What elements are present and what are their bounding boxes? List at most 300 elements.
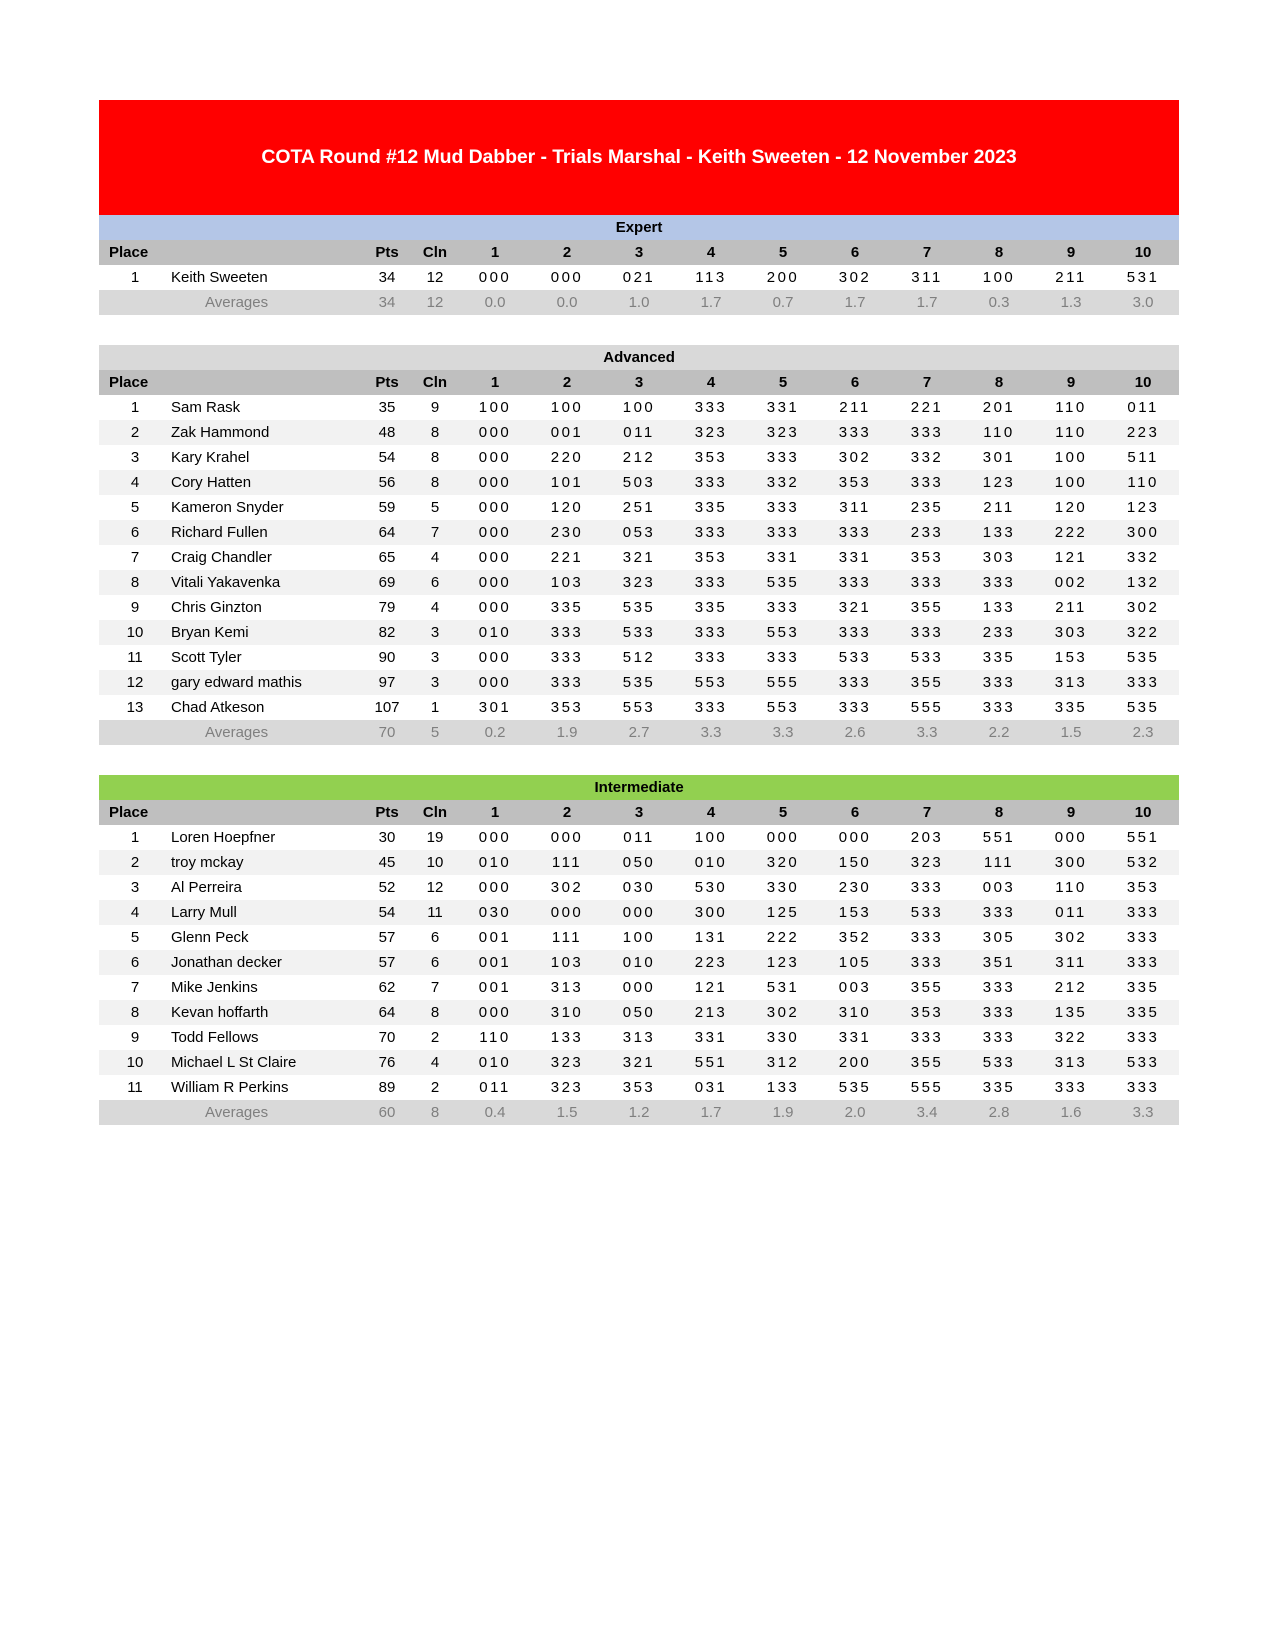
rider-section-score-6: 333	[819, 670, 891, 695]
rider-section-score-9: 222	[1035, 520, 1107, 545]
results-table-advanced	[99, 345, 1179, 745]
rider-section-score-6: 230	[819, 875, 891, 900]
rider-points: 107	[363, 695, 411, 720]
section-title-intermediate: Intermediate	[99, 775, 1179, 800]
rider-section-score-3: 512	[603, 645, 675, 670]
rider-section-score-3: 353	[603, 1075, 675, 1100]
column-header-place: Place	[99, 800, 171, 825]
rider-section-score-1: 000	[459, 445, 531, 470]
rider-section-score-6: 302	[819, 265, 891, 290]
rider-section-score-7: 311	[891, 265, 963, 290]
rider-place: 2	[99, 850, 171, 875]
column-header-section-6: 6	[819, 800, 891, 825]
rider-section-score-5: 333	[747, 645, 819, 670]
rider-section-score-10: 110	[1107, 470, 1179, 495]
sections-container	[99, 215, 1179, 1125]
column-header-section-5: 5	[747, 370, 819, 395]
column-header-section-9: 9	[1035, 240, 1107, 265]
rider-cleans: 9	[411, 395, 459, 420]
rider-section-score-4: 353	[675, 445, 747, 470]
rider-section-score-2: 333	[531, 670, 603, 695]
averages-section-6: 2.0	[819, 1100, 891, 1125]
averages-row	[99, 290, 1179, 315]
rider-section-score-10: 533	[1107, 1050, 1179, 1075]
rider-place: 7	[99, 545, 171, 570]
rider-section-score-1: 000	[459, 1000, 531, 1025]
averages-section-8: 0.3	[963, 290, 1035, 315]
rider-section-score-3: 050	[603, 850, 675, 875]
rider-section-score-5: 333	[747, 495, 819, 520]
rider-section-score-6: 000	[819, 825, 891, 850]
averages-section-1: 0.4	[459, 1100, 531, 1125]
rider-section-score-10: 132	[1107, 570, 1179, 595]
averages-section-7: 3.4	[891, 1100, 963, 1125]
rider-section-score-9: 120	[1035, 495, 1107, 520]
rider-section-score-1: 011	[459, 1075, 531, 1100]
rider-section-score-10: 333	[1107, 670, 1179, 695]
rider-section-score-2: 333	[531, 645, 603, 670]
column-header-place: Place	[99, 240, 171, 265]
rider-section-score-2: 323	[531, 1075, 603, 1100]
rider-section-score-8: 533	[963, 1050, 1035, 1075]
rider-section-score-7: 333	[891, 420, 963, 445]
rider-section-score-4: 323	[675, 420, 747, 445]
rider-section-score-6: 352	[819, 925, 891, 950]
rider-section-score-8: 003	[963, 875, 1035, 900]
rider-section-score-1: 030	[459, 900, 531, 925]
rider-section-score-3: 323	[603, 570, 675, 595]
rider-section-score-10: 333	[1107, 950, 1179, 975]
column-header-section-8: 8	[963, 240, 1035, 265]
rider-points: 69	[363, 570, 411, 595]
column-header-section-4: 4	[675, 240, 747, 265]
rider-section-score-3: 533	[603, 620, 675, 645]
rider-section-score-9: 300	[1035, 850, 1107, 875]
results-sheet	[99, 100, 1179, 1125]
averages-section-2: 1.5	[531, 1100, 603, 1125]
rider-section-score-1: 000	[459, 545, 531, 570]
rider-section-score-9: 303	[1035, 620, 1107, 645]
rider-section-score-3: 503	[603, 470, 675, 495]
rider-points: 54	[363, 445, 411, 470]
column-header-section-10: 10	[1107, 370, 1179, 395]
rider-cleans: 2	[411, 1075, 459, 1100]
rider-place: 9	[99, 1025, 171, 1050]
averages-points: 60	[363, 1100, 411, 1125]
table-row	[99, 395, 1179, 420]
rider-section-score-3: 053	[603, 520, 675, 545]
table-row	[99, 1025, 1179, 1050]
rider-cleans: 4	[411, 595, 459, 620]
rider-section-score-2: 103	[531, 950, 603, 975]
averages-section-3: 2.7	[603, 720, 675, 745]
rider-section-score-6: 310	[819, 1000, 891, 1025]
rider-section-score-5: 331	[747, 395, 819, 420]
column-header-section-1: 1	[459, 240, 531, 265]
column-header-row	[99, 370, 1179, 395]
rider-section-score-4: 335	[675, 495, 747, 520]
rider-cleans: 10	[411, 850, 459, 875]
rider-section-score-4: 031	[675, 1075, 747, 1100]
rider-cleans: 6	[411, 925, 459, 950]
column-header-section-8: 8	[963, 800, 1035, 825]
rider-name: Chris Ginzton	[171, 595, 363, 620]
section-header-row	[99, 215, 1179, 240]
rider-name: Kary Krahel	[171, 445, 363, 470]
rider-section-score-8: 201	[963, 395, 1035, 420]
averages-section-9: 1.6	[1035, 1100, 1107, 1125]
rider-section-score-8: 110	[963, 420, 1035, 445]
averages-place	[99, 720, 171, 745]
rider-section-score-1: 110	[459, 1025, 531, 1050]
rider-section-score-7: 555	[891, 1075, 963, 1100]
averages-cleans: 12	[411, 290, 459, 315]
rider-section-score-10: 353	[1107, 875, 1179, 900]
rider-section-score-9: 302	[1035, 925, 1107, 950]
rider-section-score-3: 030	[603, 875, 675, 900]
rider-section-score-6: 535	[819, 1075, 891, 1100]
rider-place: 6	[99, 950, 171, 975]
rider-place: 10	[99, 620, 171, 645]
rider-section-score-7: 555	[891, 695, 963, 720]
rider-section-score-1: 000	[459, 265, 531, 290]
rider-place: 9	[99, 595, 171, 620]
rider-section-score-8: 333	[963, 1025, 1035, 1050]
rider-section-score-2: 111	[531, 925, 603, 950]
rider-section-score-10: 302	[1107, 595, 1179, 620]
table-row	[99, 265, 1179, 290]
rider-name: Todd Fellows	[171, 1025, 363, 1050]
rider-place: 11	[99, 1075, 171, 1100]
rider-place: 11	[99, 645, 171, 670]
rider-name: Al Perreira	[171, 875, 363, 900]
rider-name: Kameron Snyder	[171, 495, 363, 520]
rider-section-score-1: 000	[459, 670, 531, 695]
rider-name: gary edward mathis	[171, 670, 363, 695]
rider-section-score-7: 355	[891, 670, 963, 695]
column-header-section-6: 6	[819, 370, 891, 395]
rider-name: Loren Hoepfner	[171, 825, 363, 850]
column-header-cln: Cln	[411, 370, 459, 395]
rider-section-score-3: 553	[603, 695, 675, 720]
rider-points: 79	[363, 595, 411, 620]
rider-section-score-8: 301	[963, 445, 1035, 470]
column-header-section-4: 4	[675, 800, 747, 825]
rider-section-score-5: 320	[747, 850, 819, 875]
rider-section-score-8: 333	[963, 900, 1035, 925]
rider-section-score-1: 010	[459, 1050, 531, 1075]
rider-section-score-9: 100	[1035, 470, 1107, 495]
rider-place: 3	[99, 445, 171, 470]
table-row	[99, 470, 1179, 495]
rider-section-score-6: 331	[819, 1025, 891, 1050]
rider-name: Glenn Peck	[171, 925, 363, 950]
section-title-advanced: Advanced	[99, 345, 1179, 370]
rider-section-score-7: 233	[891, 520, 963, 545]
rider-place: 2	[99, 420, 171, 445]
rider-section-score-6: 333	[819, 620, 891, 645]
rider-section-score-2: 001	[531, 420, 603, 445]
rider-section-score-9: 211	[1035, 265, 1107, 290]
rider-section-score-2: 302	[531, 875, 603, 900]
rider-section-score-2: 133	[531, 1025, 603, 1050]
rider-name: Vitali Yakavenka	[171, 570, 363, 595]
rider-section-score-1: 010	[459, 850, 531, 875]
averages-row	[99, 720, 1179, 745]
rider-section-score-5: 323	[747, 420, 819, 445]
rider-section-score-9: 110	[1035, 395, 1107, 420]
table-row	[99, 825, 1179, 850]
column-header-section-4: 4	[675, 370, 747, 395]
rider-section-score-9: 110	[1035, 420, 1107, 445]
rider-section-score-4: 213	[675, 1000, 747, 1025]
rider-section-score-7: 355	[891, 595, 963, 620]
rider-section-score-9: 002	[1035, 570, 1107, 595]
rider-section-score-8: 305	[963, 925, 1035, 950]
rider-section-score-8: 233	[963, 620, 1035, 645]
rider-name: Michael L St Claire	[171, 1050, 363, 1075]
rider-section-score-2: 103	[531, 570, 603, 595]
rider-points: 64	[363, 520, 411, 545]
rider-section-score-5: 535	[747, 570, 819, 595]
rider-section-score-5: 125	[747, 900, 819, 925]
column-header-pts: Pts	[363, 370, 411, 395]
rider-section-score-1: 000	[459, 645, 531, 670]
rider-section-score-3: 100	[603, 925, 675, 950]
rider-section-score-2: 313	[531, 975, 603, 1000]
rider-points: 70	[363, 1025, 411, 1050]
column-header-section-2: 2	[531, 240, 603, 265]
rider-cleans: 7	[411, 975, 459, 1000]
rider-section-score-10: 535	[1107, 695, 1179, 720]
column-header-section-7: 7	[891, 800, 963, 825]
column-header-section-3: 3	[603, 800, 675, 825]
rider-cleans: 6	[411, 950, 459, 975]
rider-section-score-4: 300	[675, 900, 747, 925]
rider-section-score-9: 211	[1035, 595, 1107, 620]
rider-points: 48	[363, 420, 411, 445]
rider-cleans: 8	[411, 1000, 459, 1025]
averages-points: 70	[363, 720, 411, 745]
averages-section-6: 1.7	[819, 290, 891, 315]
rider-name: Scott Tyler	[171, 645, 363, 670]
rider-name: Cory Hatten	[171, 470, 363, 495]
rider-points: 90	[363, 645, 411, 670]
rider-section-score-5: 555	[747, 670, 819, 695]
rider-section-score-10: 123	[1107, 495, 1179, 520]
rider-section-score-3: 011	[603, 420, 675, 445]
rider-place: 3	[99, 875, 171, 900]
column-header-section-10: 10	[1107, 240, 1179, 265]
results-table-expert	[99, 215, 1179, 315]
rider-section-score-1: 010	[459, 620, 531, 645]
rider-section-score-10: 011	[1107, 395, 1179, 420]
rider-section-score-4: 353	[675, 545, 747, 570]
rider-place: 4	[99, 470, 171, 495]
rider-section-score-10: 333	[1107, 925, 1179, 950]
rider-section-score-8: 123	[963, 470, 1035, 495]
rider-section-score-1: 100	[459, 395, 531, 420]
rider-section-score-3: 011	[603, 825, 675, 850]
table-row	[99, 445, 1179, 470]
rider-section-score-5: 000	[747, 825, 819, 850]
rider-section-score-7: 333	[891, 570, 963, 595]
table-row	[99, 695, 1179, 720]
rider-section-score-7: 203	[891, 825, 963, 850]
rider-section-score-2: 310	[531, 1000, 603, 1025]
rider-section-score-8: 551	[963, 825, 1035, 850]
rider-place: 10	[99, 1050, 171, 1075]
table-row	[99, 670, 1179, 695]
averages-section-4: 1.7	[675, 290, 747, 315]
table-row	[99, 875, 1179, 900]
rider-name: Chad Atkeson	[171, 695, 363, 720]
rider-section-score-6: 353	[819, 470, 891, 495]
rider-section-score-4: 333	[675, 645, 747, 670]
rider-points: 30	[363, 825, 411, 850]
rider-section-score-10: 333	[1107, 1075, 1179, 1100]
rider-name: Jonathan decker	[171, 950, 363, 975]
rider-section-score-4: 131	[675, 925, 747, 950]
rider-section-score-2: 335	[531, 595, 603, 620]
rider-section-score-4: 100	[675, 825, 747, 850]
rider-cleans: 2	[411, 1025, 459, 1050]
section-header-row	[99, 345, 1179, 370]
table-row	[99, 900, 1179, 925]
rider-section-score-8: 111	[963, 850, 1035, 875]
rider-section-score-4: 530	[675, 875, 747, 900]
column-header-section-1: 1	[459, 800, 531, 825]
rider-section-score-5: 553	[747, 695, 819, 720]
column-header-section-3: 3	[603, 240, 675, 265]
rider-section-score-2: 220	[531, 445, 603, 470]
table-row	[99, 850, 1179, 875]
rider-section-score-2: 000	[531, 265, 603, 290]
rider-section-score-8: 100	[963, 265, 1035, 290]
rider-cleans: 6	[411, 570, 459, 595]
rider-section-score-3: 535	[603, 595, 675, 620]
rider-cleans: 4	[411, 1050, 459, 1075]
averages-section-10: 3.3	[1107, 1100, 1179, 1125]
rider-section-score-1: 001	[459, 925, 531, 950]
rider-section-score-3: 321	[603, 1050, 675, 1075]
column-header-section-1: 1	[459, 370, 531, 395]
rider-section-score-1: 001	[459, 950, 531, 975]
averages-section-1: 0.0	[459, 290, 531, 315]
rider-name: troy mckay	[171, 850, 363, 875]
rider-section-score-3: 313	[603, 1025, 675, 1050]
section-spacer	[99, 745, 1179, 775]
results-table-intermediate	[99, 775, 1179, 1125]
rider-section-score-3: 000	[603, 900, 675, 925]
rider-section-score-5: 200	[747, 265, 819, 290]
rider-section-score-1: 000	[459, 495, 531, 520]
averages-section-7: 1.7	[891, 290, 963, 315]
rider-section-score-6: 333	[819, 420, 891, 445]
rider-section-score-9: 335	[1035, 695, 1107, 720]
table-row	[99, 570, 1179, 595]
section-header-row	[99, 775, 1179, 800]
column-header-place: Place	[99, 370, 171, 395]
averages-section-8: 2.8	[963, 1100, 1035, 1125]
rider-place: 5	[99, 925, 171, 950]
rider-cleans: 8	[411, 445, 459, 470]
rider-section-score-5: 333	[747, 445, 819, 470]
rider-section-score-7: 333	[891, 925, 963, 950]
rider-section-score-6: 153	[819, 900, 891, 925]
averages-section-4: 3.3	[675, 720, 747, 745]
averages-label: Averages	[171, 1100, 363, 1125]
rider-section-score-1: 000	[459, 595, 531, 620]
section-spacer	[99, 315, 1179, 345]
rider-cleans: 1	[411, 695, 459, 720]
averages-section-3: 1.0	[603, 290, 675, 315]
rider-section-score-9: 333	[1035, 1075, 1107, 1100]
column-header-row	[99, 240, 1179, 265]
rider-place: 4	[99, 900, 171, 925]
rider-section-score-10: 335	[1107, 1000, 1179, 1025]
rider-cleans: 7	[411, 520, 459, 545]
rider-section-score-10: 322	[1107, 620, 1179, 645]
rider-section-score-2: 323	[531, 1050, 603, 1075]
table-row	[99, 620, 1179, 645]
rider-section-score-4: 335	[675, 595, 747, 620]
rider-section-score-6: 150	[819, 850, 891, 875]
table-row	[99, 925, 1179, 950]
rider-section-score-2: 120	[531, 495, 603, 520]
averages-label: Averages	[171, 720, 363, 745]
rider-cleans: 12	[411, 265, 459, 290]
rider-section-score-5: 330	[747, 1025, 819, 1050]
table-row	[99, 420, 1179, 445]
rider-section-score-10: 333	[1107, 1025, 1179, 1050]
table-row	[99, 495, 1179, 520]
rider-section-score-5: 331	[747, 545, 819, 570]
rider-place: 8	[99, 570, 171, 595]
rider-section-score-10: 223	[1107, 420, 1179, 445]
rider-section-score-1: 000	[459, 470, 531, 495]
averages-cleans: 8	[411, 1100, 459, 1125]
rider-section-score-9: 000	[1035, 825, 1107, 850]
table-row	[99, 1075, 1179, 1100]
column-header-cln: Cln	[411, 240, 459, 265]
rider-points: 35	[363, 395, 411, 420]
rider-section-score-8: 335	[963, 1075, 1035, 1100]
rider-section-score-5: 333	[747, 595, 819, 620]
column-header-section-6: 6	[819, 240, 891, 265]
table-row	[99, 645, 1179, 670]
rider-name: Larry Mull	[171, 900, 363, 925]
rider-points: 65	[363, 545, 411, 570]
rider-section-score-4: 333	[675, 695, 747, 720]
column-header-name	[171, 800, 363, 825]
rider-section-score-4: 333	[675, 520, 747, 545]
rider-section-score-10: 300	[1107, 520, 1179, 545]
table-row	[99, 950, 1179, 975]
rider-name: Sam Rask	[171, 395, 363, 420]
rider-place: 1	[99, 395, 171, 420]
rider-section-score-7: 221	[891, 395, 963, 420]
column-header-section-5: 5	[747, 800, 819, 825]
rider-section-score-8: 303	[963, 545, 1035, 570]
rider-section-score-1: 000	[459, 875, 531, 900]
rider-section-score-9: 311	[1035, 950, 1107, 975]
rider-section-score-5: 330	[747, 875, 819, 900]
column-header-pts: Pts	[363, 240, 411, 265]
rider-place: 13	[99, 695, 171, 720]
rider-section-score-6: 302	[819, 445, 891, 470]
rider-section-score-4: 010	[675, 850, 747, 875]
